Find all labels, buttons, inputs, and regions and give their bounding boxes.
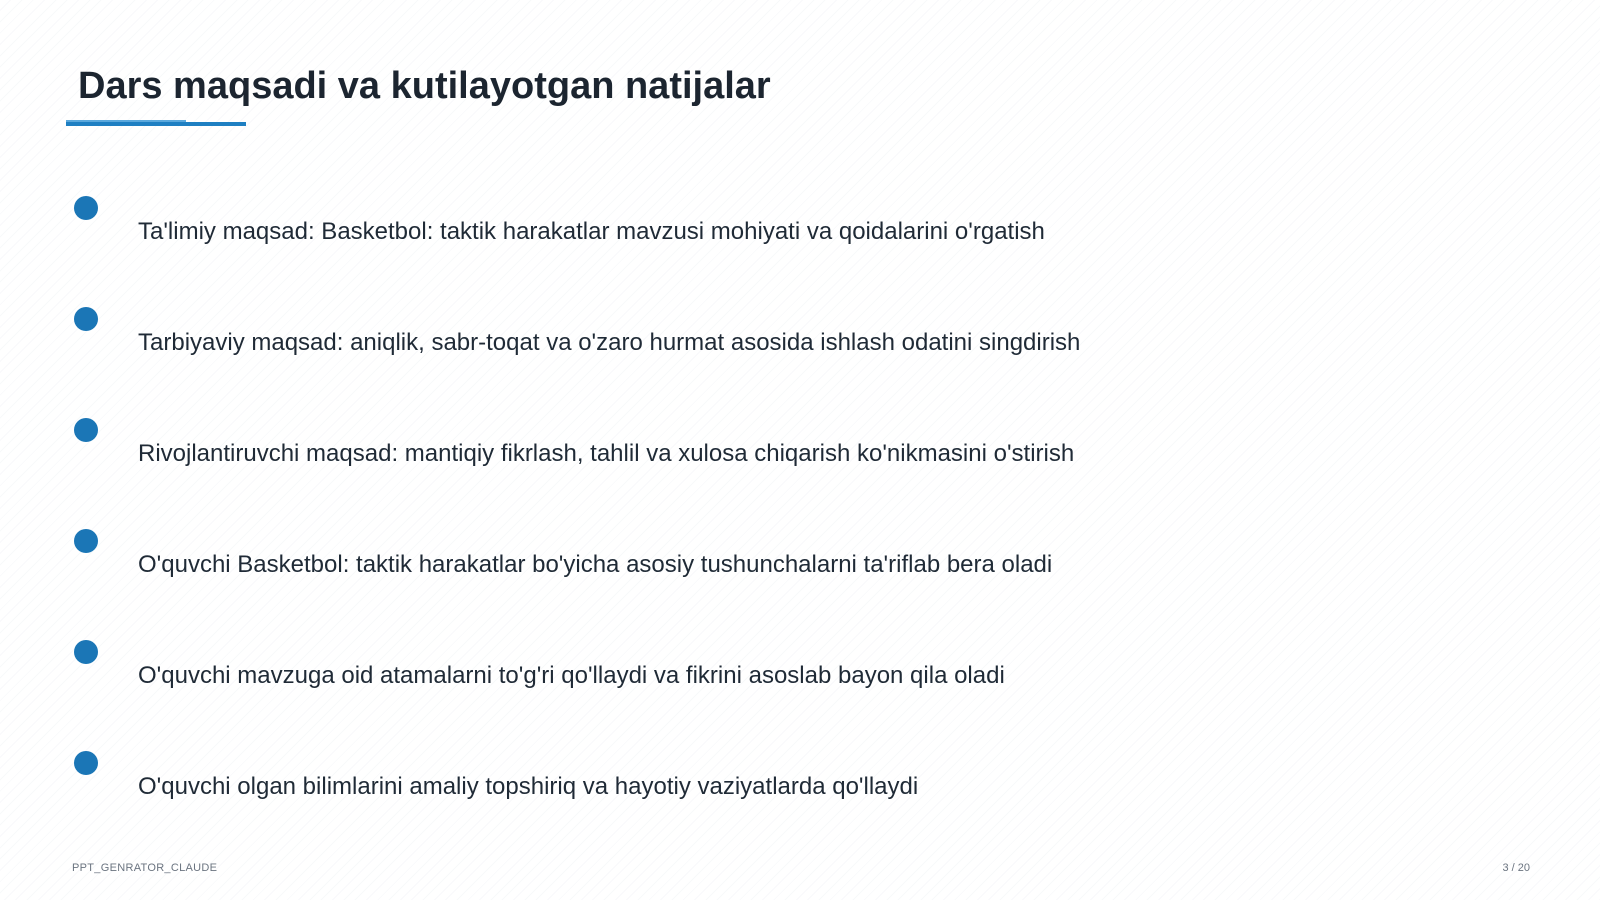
bullet-text: O'quvchi Basketbol: taktik harakatlar bo'yicha asosiy tushunchalarni ta'riflab bera oladi bbox=[138, 551, 1053, 578]
bullet-text: Rivojlantiruvchi maqsad: mantiqiy fikrlash, tahlil va xulosa chiqarish ko'nikmasini o'stirish bbox=[138, 440, 1075, 467]
bullet-text: O'quvchi olgan bilimlarini amaliy topshiriq va hayotiy vaziyatlarda qo'llaydi bbox=[138, 773, 919, 800]
bullet-dot-icon bbox=[74, 307, 98, 331]
bullet-dot-icon bbox=[74, 529, 98, 553]
bullet-item bbox=[0, 196, 1300, 256]
page-indicator: 3 / 20 bbox=[1502, 862, 1530, 874]
bullet-item bbox=[0, 529, 1300, 589]
slide-title: Dars maqsadi va kutilayotgan natijalar bbox=[78, 65, 771, 107]
bullet-item bbox=[0, 751, 1300, 811]
bullet-text: Tarbiyaviy maqsad: aniqlik, sabr-toqat va o'zaro hurmat asosida ishlash odatini singdirish bbox=[138, 329, 1081, 356]
bullet-dot-icon bbox=[74, 418, 98, 442]
bullet-dot-icon bbox=[74, 196, 98, 220]
bullet-item bbox=[0, 307, 1300, 367]
bullet-text: Ta'limiy maqsad: Basketbol: taktik harakatlar mavzusi mohiyati va qoidalarini o'rgatish bbox=[138, 218, 1045, 245]
bullet-item bbox=[0, 640, 1300, 700]
footer-brand: PPT_GENRATOR_CLAUDE bbox=[72, 862, 218, 874]
bullet-dot-icon bbox=[74, 640, 98, 664]
bullet-dot-icon bbox=[74, 751, 98, 775]
bullet-text: O'quvchi mavzuga oid atamalarni to'g'ri qo'llaydi va fikrini asoslab bayon qila oladi bbox=[138, 662, 1005, 689]
bullet-item bbox=[0, 418, 1300, 478]
